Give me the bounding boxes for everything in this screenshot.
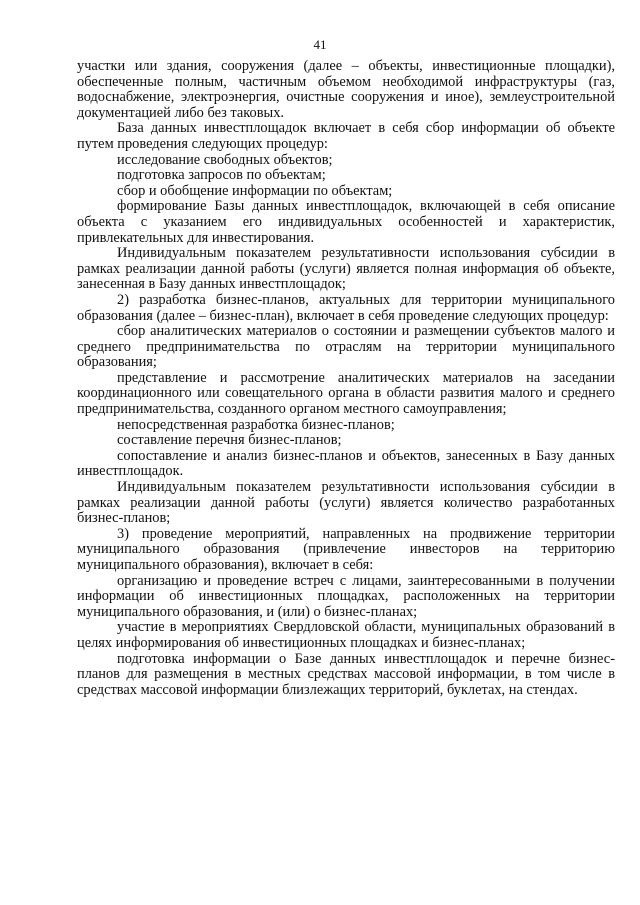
paragraph-15: 3) проведение мероприятий, направленных на продвижение территории муниципального образования (привлечение инвесторов на территорию муниципального образования), включает в себя: [77, 525, 615, 573]
paragraph-13: сопоставление и анализ бизнес-планов и объектов, занесенных в Базу данных инвестплощадок. [77, 447, 615, 480]
paragraph-2: База данных инвестплощадок включает в себя сбор информации об объекте путем проведения следующих процедур: [77, 120, 615, 152]
paragraph-9: сбор аналитических материалов о состоянии и размещении субъектов малого и среднего предпринимательства по отраслям на территории муниципального образования; [77, 323, 615, 371]
paragraph-4: подготовка запросов по объектам; [117, 167, 326, 184]
body-text [77, 59, 615, 698]
paragraph-7: Индивидуальным показателем результативности использования субсидии в рамках реализации данной работы (услуги) является полная информация об объекте, занесенная в Базу данных инвестплощадок; [77, 245, 615, 293]
paragraph-11: непосредственная разработка бизнес-планов; [117, 416, 395, 433]
paragraph-16: организацию и проведение встреч с лицами, заинтересованными в получении информации об инвестиционных площадках, расположенных на территории муниципального образования, и (или) о бизнес-планах; [77, 572, 615, 620]
paragraph-1: участки или здания, сооружения (далее – объекты, инвестиционные площадки), обеспеченные полным, частичным объемом необходимой инфраструктуры (газ, водоснабжение, электроэнергия, очистные сооружения и иное), землеустроительной документацией либо без таковых. [77, 58, 615, 121]
paragraph-18: подготовка информации о Базе данных инвестплощадок и перечне бизнес-планов для размещения в местных средствах массовой информации, в том числе в средствах массовой информации близлежащих территорий, буклетах, на стендах. [77, 650, 615, 698]
paragraph-8: 2) разработка бизнес-планов, актуальных для территории муниципального образования (далее – бизнес-план), включает в себя проведение следующих процедур: [77, 291, 615, 324]
paragraph-3: исследование свободных объектов; [117, 151, 333, 168]
page-number: 41 [313, 37, 327, 52]
paragraph-6: формирование Базы данных инвестплощадок, включающей в себя описание объекта с указанием его индивидуальных особенностей и характеристик, привлекательных для инвестирования. [77, 198, 615, 246]
paragraph-14: Индивидуальным показателем результативности использования субсидии в рамках реализации данной работы (услуги) является количество разработанных бизнес-планов; [77, 479, 615, 527]
paragraph-17: участие в мероприятиях Свердловской области, муниципальных образований в целях информирования об инвестиционных площадках и бизнес-планах; [77, 619, 615, 651]
paragraph-12: составление перечня бизнес-планов; [117, 432, 342, 449]
paragraph-5: сбор и обобщение информации по объектам; [117, 182, 393, 199]
paragraph-10: представление и рассмотрение аналитических материалов на заседании координационного или совещательного органа в области развития малого и среднего предпринимательства, созданного органом местного самоуправления; [77, 369, 615, 418]
